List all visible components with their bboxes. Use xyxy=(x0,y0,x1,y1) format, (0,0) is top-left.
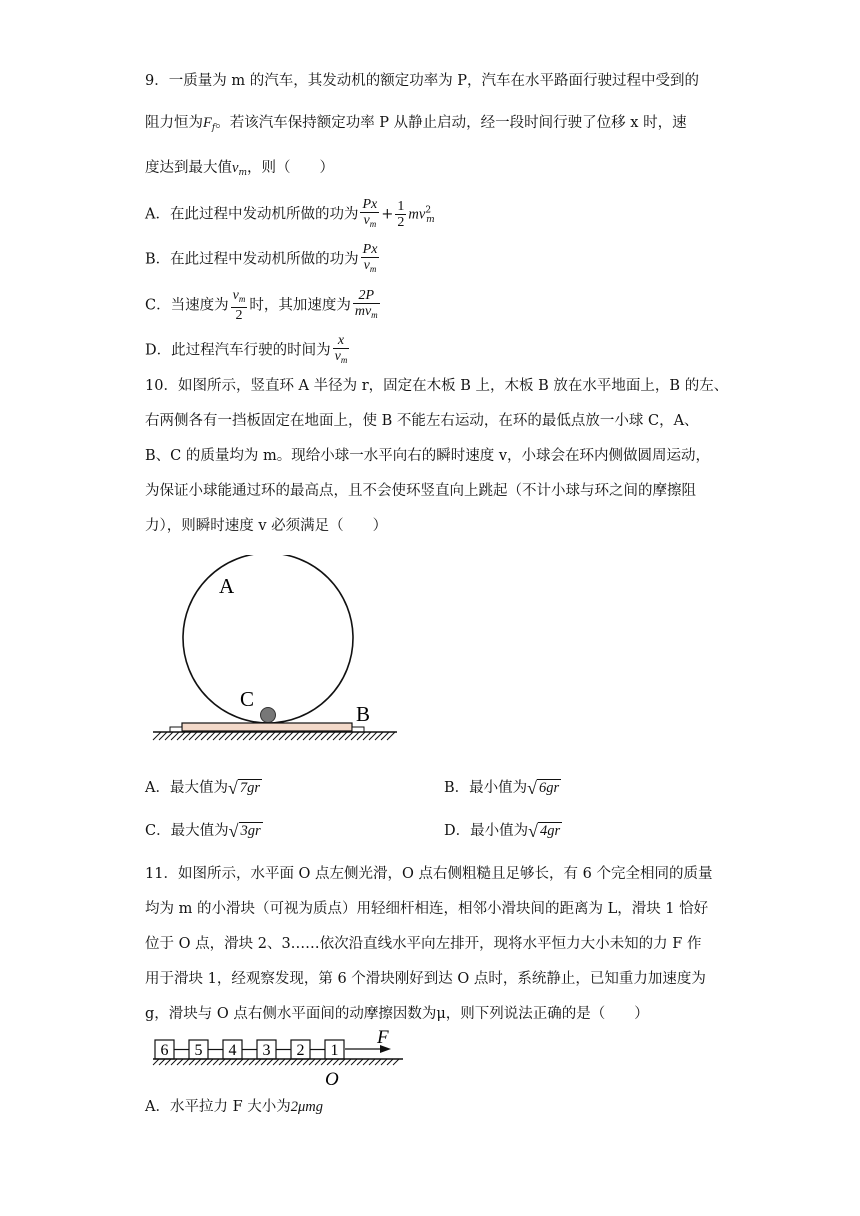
hatch-mark xyxy=(171,1059,177,1065)
q10-option-a-text: A．最大值为 xyxy=(145,780,228,796)
q11-option-a xyxy=(145,1096,323,1118)
hatch-mark xyxy=(261,1059,267,1065)
q10-line2: 右两侧各有一挡板固定在地面上，使 B 不能左右运动，在环的最低点放一小球 C，A、 xyxy=(145,413,699,429)
ring-a xyxy=(183,555,353,723)
board-b xyxy=(182,723,352,731)
ball-c xyxy=(261,708,276,723)
q9-option-b-text: B．在此过程中发动机所做的功为 xyxy=(145,251,359,268)
q10-option-b: B．最小值为√ 6gr xyxy=(444,778,560,798)
ring-label: A xyxy=(219,574,235,598)
q10-option-b-text: B．最小值为 xyxy=(444,780,528,796)
q10-line1: 10．如图所示，竖直环 A 半径为 r，固定在木板 B 上，木板 B 放在水平地面上，B 的左、 xyxy=(145,378,729,394)
hatch-mark xyxy=(189,1059,195,1065)
board-label: B xyxy=(356,702,371,726)
q9-option-d-text: D．此过程汽车行驶的时间为 xyxy=(145,342,331,359)
hatch-mark xyxy=(153,1059,159,1065)
hatch-mark xyxy=(381,1059,387,1065)
q11-option-a-value: 2μmg xyxy=(290,1099,323,1115)
q9-option-b: B．在此过程中发动机所做的功为 $\frac{Px}{v_m}$ xyxy=(145,242,378,274)
ball-label: C xyxy=(240,687,255,711)
q9-line2: 阻力恒为$F_f$。若该汽车保持额定功率 P 从静止启动，经一段时间行驶了位移 x 时，速 xyxy=(145,115,687,133)
origin-label: O xyxy=(325,1069,339,1090)
hatch-mark xyxy=(249,1059,255,1065)
q9-line3-b: ，则（ ） xyxy=(246,160,334,176)
ground-hatch-2 xyxy=(153,1059,399,1065)
hatch-mark xyxy=(339,1059,345,1065)
hatch-mark xyxy=(267,1059,273,1065)
hatch-mark xyxy=(237,1059,243,1065)
hatch-mark xyxy=(387,1059,393,1065)
hatch-mark xyxy=(321,1059,327,1065)
hatch-mark xyxy=(183,1059,189,1065)
q9-option-d: D．此过程汽车行驶的时间为 $\frac{x}{v_m}$ xyxy=(145,333,348,365)
hatch-mark xyxy=(363,1059,369,1065)
hatch-mark xyxy=(303,1059,309,1065)
hatch-mark xyxy=(333,1059,339,1065)
slider-block-label: 6 xyxy=(160,1042,169,1059)
hatch-mark xyxy=(351,1059,357,1065)
hatch-mark xyxy=(393,1059,399,1065)
q9-line3: 度达到最大值$v_m$，则（ ） xyxy=(145,160,334,178)
q11-option-a-text: A．水平拉力 F 大小为 xyxy=(145,1099,291,1115)
q10-option-b-value: 6gr xyxy=(539,780,560,796)
q9-line2-a: 阻力恒为 xyxy=(145,115,203,131)
q9-line3-a: 度达到最大值 xyxy=(145,160,232,176)
q10-option-d-text: D．最小值为 xyxy=(444,823,529,839)
q11-line5: g，滑块与 O 点右侧水平面间的动摩擦因数为μ，则下列说法正确的是（ ） xyxy=(145,1006,649,1022)
hatch-mark xyxy=(279,1059,285,1065)
hatch-mark xyxy=(291,1059,297,1065)
hatch-mark xyxy=(159,1059,165,1065)
hatch-mark xyxy=(309,1059,315,1065)
hatch-mark xyxy=(177,1059,183,1065)
slider-block-label: 4 xyxy=(228,1042,237,1059)
q10-line3: B、C 的质量均为 m。现给小球一水平向右的瞬时速度 v，小球会在环内侧做圆周运动， xyxy=(145,448,711,464)
slider-block-label: 2 xyxy=(296,1042,305,1059)
q10-option-d-value: 4gr xyxy=(540,823,561,839)
q10-option-a: A．最大值为√ 7gr xyxy=(145,778,261,798)
q9-option-c-text2: 时，其加速度为 xyxy=(249,297,351,314)
hatch-mark xyxy=(201,1059,207,1065)
q9-option-a: A．在此过程中发动机所做的功为 $\frac{Px}{v_m}$ + $\frac{1}{2}$ $mv^2_m$ xyxy=(145,197,435,230)
hatch-mark xyxy=(315,1059,321,1065)
slider-block-label: 1 xyxy=(330,1042,339,1059)
q10-option-d: D．最小值为√ 4gr xyxy=(444,821,561,841)
q10-ring-figure xyxy=(145,555,415,755)
hatch-mark xyxy=(357,1059,363,1065)
q11-blocks-figure xyxy=(145,1030,415,1090)
hatch-mark xyxy=(225,1059,231,1065)
hatch-mark xyxy=(255,1059,261,1065)
hatch-mark xyxy=(213,1059,219,1065)
q11-line3: 位于 O 点，滑块 2、3……依次沿直线水平向左排开，现将水平恒力大小未知的力 F 作 xyxy=(145,936,702,952)
blocks-group xyxy=(155,1040,344,1059)
hatch-mark xyxy=(195,1059,201,1065)
q9-option-c-text1: C．当速度为 xyxy=(145,297,229,314)
q9-line1: 9．一质量为 m 的汽车，其发动机的额定功率为 P，汽车在水平路面行驶过程中受到的 xyxy=(145,73,700,89)
q9-option-c: C．当速度为 $\frac{v_m}{2}$ 时，其加速度为 $\frac{2P}{mv_m}$ xyxy=(145,288,378,323)
hatch-mark xyxy=(165,1059,171,1065)
slider-block-label: 3 xyxy=(262,1042,271,1059)
q9-line2-b: 。若该汽车保持额定功率 P 从静止启动，经一段时间行驶了位移 x 时，速 xyxy=(215,115,687,131)
hatch-mark xyxy=(285,1059,291,1065)
hatch-mark xyxy=(345,1059,351,1065)
q10-line5: 力），则瞬时速度 v 必须满足（ ） xyxy=(145,518,388,534)
ground-hatch xyxy=(153,732,395,740)
slider-block-label: 5 xyxy=(194,1042,203,1059)
hatch-mark xyxy=(243,1059,249,1065)
q10-option-a-value: 7gr xyxy=(239,780,261,796)
q10-option-c-text: C．最大值为 xyxy=(145,823,229,839)
q10-line4: 为保证小球能通过环的最高点，且不会使环竖直向上跳起（不计小球与环之间的摩擦阻 xyxy=(145,483,696,499)
q11-line2: 均为 m 的小滑块（可视为质点）用轻细杆相连，相邻小滑块间的距离为 L，滑块 1 恰好 xyxy=(145,901,709,917)
hatch-mark xyxy=(297,1059,303,1065)
hatch-mark xyxy=(327,1059,333,1065)
q11-line1: 11．如图所示，水平面 O 点左侧光滑，O 点右侧粗糙且足够长，有 6 个完全相同的质量 xyxy=(145,866,713,882)
hatch-mark xyxy=(231,1059,237,1065)
hatch-mark xyxy=(219,1059,225,1065)
force-label: F xyxy=(377,1030,389,1048)
q11-line4: 用于滑块 1，经观察发现，第 6 个滑块刚好到达 O 点时，系统静止，已知重力加速度为 xyxy=(145,971,706,987)
hatch-mark xyxy=(207,1059,213,1065)
q9-option-a-text: A．在此过程中发动机所做的功为 xyxy=(145,206,359,223)
hatch-mark xyxy=(369,1059,375,1065)
q10-option-c: C．最大值为√ 3gr xyxy=(145,821,261,841)
q10-option-c-value: 3gr xyxy=(240,823,261,839)
hatch-mark xyxy=(375,1059,381,1065)
hatch-mark xyxy=(273,1059,279,1065)
